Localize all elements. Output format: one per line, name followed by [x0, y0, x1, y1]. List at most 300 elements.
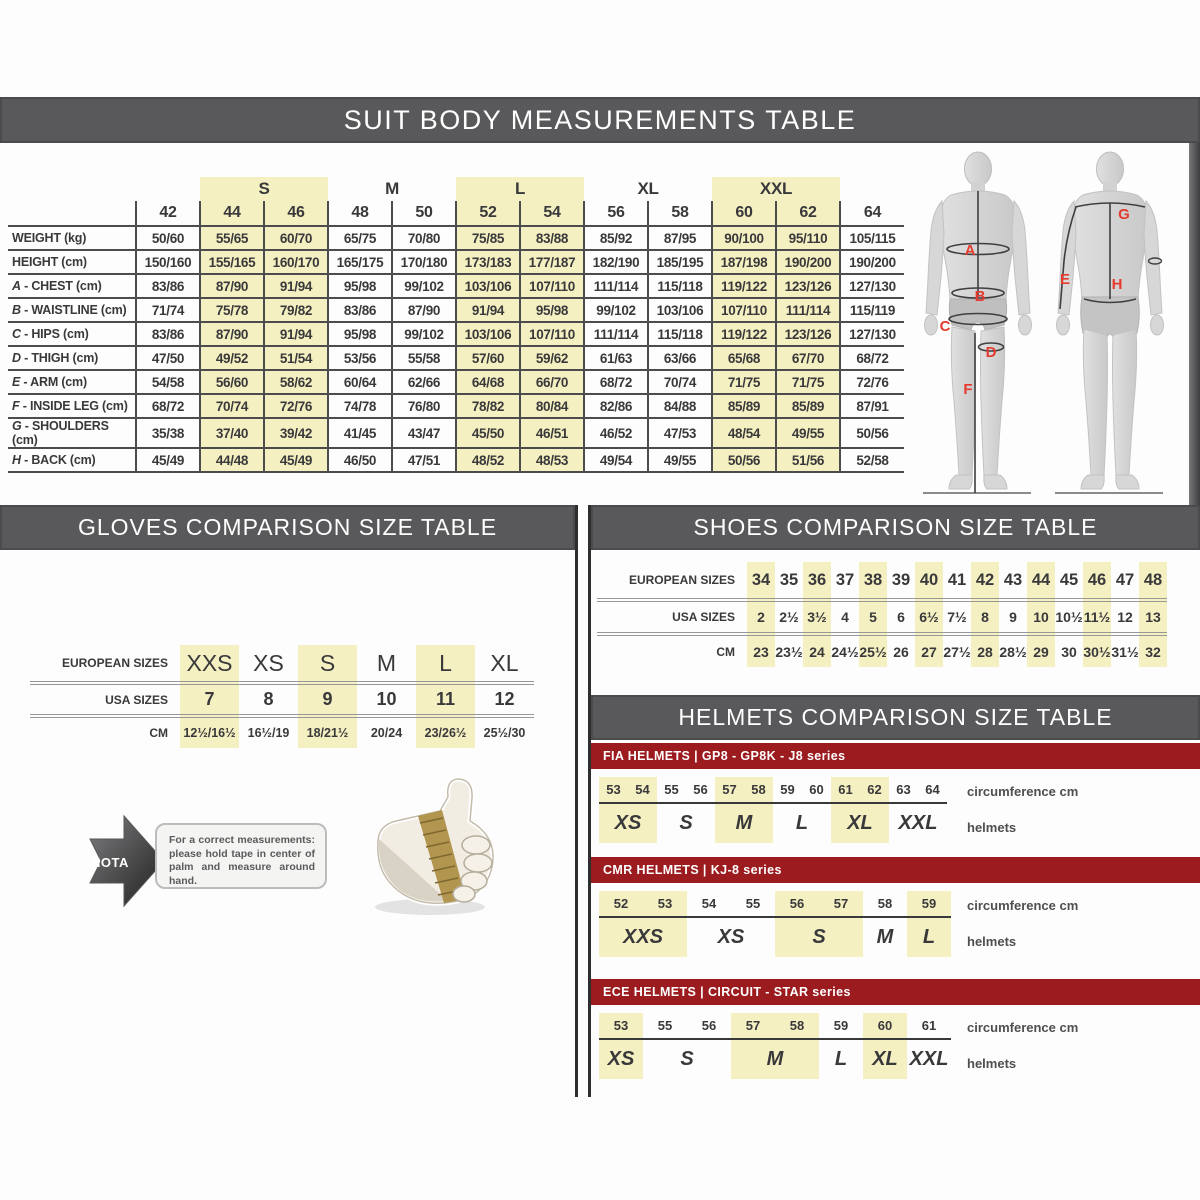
suit-value-cell: 115/118	[648, 322, 712, 346]
helmet-size-cell: M	[715, 803, 773, 843]
suit-value-cell: 59/62	[520, 346, 584, 370]
suit-value-cell: 103/106	[456, 274, 520, 298]
circumference-label: circumference cm	[967, 898, 1079, 913]
suit-group-row	[8, 177, 904, 201]
shoes-size-table	[597, 562, 1167, 667]
nota-text: For a correct measurements: please hold tape in center of palm and measure around hand.	[169, 834, 315, 887]
helmets-label: helmets	[967, 1056, 1017, 1071]
shoes-value-cell: 7½	[943, 600, 971, 634]
circumference-cell: 59	[907, 891, 951, 917]
suit-row-label: D - THIGH (cm)	[8, 346, 136, 370]
helmet-series-bar-cmr	[591, 857, 1200, 883]
helmet-side-labels	[967, 1013, 1187, 1083]
circumference-cell: 52	[599, 891, 643, 917]
circumference-cell: 57	[819, 891, 863, 917]
suit-value-cell: 111/114	[584, 322, 648, 346]
marker-letter-d: D	[985, 344, 997, 361]
suit-value-cell: 46/51	[520, 418, 584, 448]
gloves-row	[30, 683, 534, 716]
circumference-cell: 64	[918, 777, 947, 803]
helmet-size-cell: XS	[599, 1039, 643, 1079]
suit-value-cell: 57/60	[456, 346, 520, 370]
helmets-label: helmets	[967, 820, 1017, 835]
suit-value-cell: 70/80	[392, 226, 456, 250]
suit-size-header: 48	[328, 201, 392, 226]
helmet-sizes-row	[599, 803, 947, 843]
helmet-series-label: FIA HELMETS | GP8 - GP8K - J8 series	[603, 749, 846, 763]
back-figure	[1055, 152, 1164, 493]
suit-value-cell: 39/42	[264, 418, 328, 448]
shoes-value-cell: 13	[1139, 600, 1167, 634]
circumference-cell: 56	[775, 891, 819, 917]
measure-letter: E	[12, 375, 21, 389]
shoes-value-cell: 2½	[775, 600, 803, 634]
suit-value-cell: 48/52	[456, 448, 520, 472]
gloves-value-cell: XL	[475, 645, 534, 683]
suit-value-cell: 71/74	[136, 298, 200, 322]
suit-value-cell: 83/88	[520, 226, 584, 250]
shoes-value-cell: 28½	[999, 643, 1027, 660]
size-group-header: M	[385, 179, 399, 198]
gloves-value-cell: 20/24	[370, 726, 403, 740]
suit-value-cell: 50/60	[136, 226, 200, 250]
helmet-size-cell: XS	[717, 926, 745, 948]
circumference-cell: 60	[802, 777, 831, 803]
shoes-row-label: USA SIZES	[597, 600, 747, 634]
suit-row-label: G - SHOULDERS (cm)	[8, 418, 136, 448]
helmets-title: HELMETS COMPARISON SIZE TABLE	[678, 704, 1113, 730]
shoes-value-cell: 11½	[1083, 600, 1111, 634]
helmet-size-cell: S	[679, 812, 693, 834]
body-measurement-figures	[903, 145, 1188, 503]
shoes-title-bar	[591, 505, 1200, 550]
gloves-value-cell: 10	[357, 683, 416, 716]
helmet-size-cell: M	[731, 1039, 819, 1079]
helmet-size-cell: XS	[599, 803, 657, 843]
gloves-value-cell: 25½/30	[483, 726, 526, 740]
suit-value-cell: 44/48	[200, 448, 264, 472]
shoes-value-cell: 28	[971, 634, 999, 667]
suit-value-cell: 103/106	[456, 322, 520, 346]
shoes-row	[597, 562, 1167, 600]
shoes-value-cell: 26	[893, 643, 909, 660]
nota-text-box	[155, 823, 327, 889]
gloves-size-table	[30, 645, 534, 748]
suit-value-cell: 107/110	[520, 274, 584, 298]
size-group-spacer	[136, 177, 200, 201]
circumference-cell: 61	[831, 777, 860, 803]
suit-value-cell: 99/102	[392, 274, 456, 298]
suit-value-cell: 66/70	[520, 370, 584, 394]
shoes-value-cell: 3½	[803, 600, 831, 634]
suit-measurement-row	[8, 448, 904, 472]
gloves-row	[30, 716, 534, 748]
gloves-value-cell: L	[416, 645, 475, 683]
suit-value-cell: 45/49	[264, 448, 328, 472]
shoes-value-cell: 9	[999, 600, 1027, 634]
suit-value-cell: 53/56	[328, 346, 392, 370]
suit-value-cell: 65/75	[328, 226, 392, 250]
suit-size-header: 42	[136, 201, 200, 226]
helmet-size-cell: S	[775, 917, 863, 957]
suit-row-label: A - CHEST (cm)	[8, 274, 136, 298]
circumference-cell: 63	[889, 777, 918, 803]
suit-row-label: WEIGHT (kg)	[8, 226, 136, 250]
suit-row-label: HEIGHT (cm)	[8, 250, 136, 274]
circumference-cell: 54	[628, 777, 657, 803]
suit-value-cell: 61/63	[584, 346, 648, 370]
suit-size-header: 54	[520, 201, 584, 226]
suit-value-cell: 54/58	[136, 370, 200, 394]
suit-value-cell: 68/72	[584, 370, 648, 394]
marker-letter-c: C	[939, 318, 951, 335]
suit-value-cell: 123/126	[776, 322, 840, 346]
suit-value-cell: 123/126	[776, 274, 840, 298]
suit-value-cell: 62/66	[392, 370, 456, 394]
suit-value-cell: 173/183	[456, 250, 520, 274]
size-group-spacer	[840, 177, 904, 201]
suit-value-cell: 51/54	[264, 346, 328, 370]
suit-value-cell: 85/89	[776, 394, 840, 418]
shoes-value-cell: 44	[1027, 562, 1055, 600]
front-figure	[923, 152, 1032, 493]
gloves-value-cell: 8	[239, 683, 298, 716]
gloves-panel	[0, 505, 578, 1097]
suit-value-cell: 47/50	[136, 346, 200, 370]
shoes-value-cell: 2	[747, 600, 775, 634]
circumference-cell: 61	[907, 1013, 951, 1039]
helmet-table-2	[599, 1013, 1200, 1083]
suit-value-cell: 177/187	[520, 250, 584, 274]
suit-value-cell: 190/200	[776, 250, 840, 274]
suit-value-cell: 35/38	[136, 418, 200, 448]
suit-value-cell: 87/90	[200, 322, 264, 346]
gloves-value-cell: XS	[239, 645, 298, 683]
suit-row-label: H - BACK (cm)	[8, 448, 136, 472]
shoes-value-cell: 10½	[1055, 600, 1083, 634]
marker-letter-e: E	[1059, 271, 1071, 288]
suit-value-cell: 76/80	[392, 394, 456, 418]
suit-value-cell: 48/53	[520, 448, 584, 472]
shoes-value-cell: 6½	[915, 600, 943, 634]
suit-value-cell: 187/198	[712, 250, 776, 274]
suit-value-cell: 95/98	[520, 298, 584, 322]
suit-measurement-row	[8, 322, 904, 346]
suit-value-cell: 47/51	[392, 448, 456, 472]
suit-value-cell: 45/50	[456, 418, 520, 448]
size-group-header: XL	[637, 179, 659, 198]
suit-measurement-row	[8, 298, 904, 322]
suit-value-cell: 103/106	[648, 298, 712, 322]
helmet-circumference-row	[599, 777, 947, 803]
suit-value-cell: 111/114	[776, 298, 840, 322]
circumference-label: circumference cm	[967, 1020, 1079, 1035]
helmet-size-cell: XXL	[909, 1048, 949, 1070]
suit-value-cell: 107/110	[520, 322, 584, 346]
gloves-value-cell: 11	[416, 683, 475, 716]
helmet-size-cell: L	[795, 812, 809, 834]
suit-measurement-row	[8, 274, 904, 298]
thumb-measure-icon	[352, 775, 497, 920]
helmets-label: helmets	[967, 934, 1017, 949]
circumference-cell: 59	[773, 777, 802, 803]
marker-letter-h: H	[1111, 276, 1123, 293]
suit-value-cell: 165/175	[328, 250, 392, 274]
suit-size-header: 52	[456, 201, 520, 226]
suit-value-cell: 111/114	[584, 274, 648, 298]
gloves-value-cell: M	[357, 645, 416, 683]
marker-letter-f: F	[963, 381, 973, 398]
gloves-value-cell: 7	[180, 683, 239, 716]
suit-value-cell: 127/130	[840, 322, 904, 346]
circumference-cell: 53	[643, 891, 687, 917]
suit-value-cell: 68/72	[840, 346, 904, 370]
helmet-series-label: CMR HELMETS | KJ-8 series	[603, 863, 782, 877]
circumference-label: circumference cm	[967, 784, 1079, 799]
circumference-cell: 59	[819, 1013, 863, 1039]
suit-value-cell: 50/56	[712, 448, 776, 472]
circumference-cell: 55	[731, 891, 775, 917]
shoes-value-cell: 27	[915, 634, 943, 667]
shoes-value-cell: 27½	[943, 643, 971, 660]
shoes-row-label: CM	[716, 644, 735, 659]
shoes-value-cell: 10	[1027, 600, 1055, 634]
suit-value-cell: 72/76	[264, 394, 328, 418]
gloves-row-label: USA SIZES	[30, 683, 180, 716]
suit-value-cell: 87/95	[648, 226, 712, 250]
suit-value-cell: 60/64	[328, 370, 392, 394]
size-group-header: XXL	[712, 177, 840, 201]
suit-value-cell: 75/78	[200, 298, 264, 322]
shoes-value-cell: 32	[1139, 634, 1167, 667]
suit-value-cell: 80/84	[520, 394, 584, 418]
gloves-value-cell: 23/26½	[416, 716, 475, 748]
shoes-title: SHOES COMPARISON SIZE TABLE	[693, 514, 1098, 540]
size-group-header: L	[456, 177, 584, 201]
suit-value-cell: 91/94	[456, 298, 520, 322]
suit-value-cell: 105/115	[840, 226, 904, 250]
helmet-circumference-row	[599, 891, 951, 917]
suit-value-cell: 72/76	[840, 370, 904, 394]
shoes-value-cell: 37	[831, 562, 859, 600]
circumference-cell: 57	[731, 1013, 775, 1039]
shoes-value-cell: 30½	[1083, 634, 1111, 667]
suit-value-cell: 82/86	[584, 394, 648, 418]
helmet-section-fia	[591, 743, 1200, 847]
helmet-section-cmr	[591, 857, 1200, 961]
gloves-title: GLOVES COMPARISON SIZE TABLE	[77, 514, 498, 540]
marker-letter-b: B	[974, 288, 986, 305]
gloves-value-cell: 18/21½	[298, 716, 357, 748]
suit-value-cell: 70/74	[200, 394, 264, 418]
suit-value-cell: 95/98	[328, 274, 392, 298]
measure-letter: A	[12, 279, 21, 293]
measure-letter: H	[12, 453, 21, 467]
suit-measurement-row	[8, 394, 904, 418]
gloves-value-cell: 9	[298, 683, 357, 716]
shoes-value-cell: 36	[803, 562, 831, 600]
suit-value-cell: 71/75	[712, 370, 776, 394]
suit-measurements-section	[0, 143, 1200, 505]
circumference-cell: 54	[687, 891, 731, 917]
suit-value-cell: 49/55	[648, 448, 712, 472]
suit-sizes-row	[8, 201, 904, 226]
gloves-row-label: EUROPEAN SIZES	[30, 645, 180, 683]
suit-value-cell: 127/130	[840, 274, 904, 298]
suit-value-cell: 87/91	[840, 394, 904, 418]
shoes-value-cell: 29	[1027, 634, 1055, 667]
shoes-value-cell: 40	[915, 562, 943, 600]
shoes-row	[597, 634, 1167, 667]
measure-letter: F	[12, 399, 20, 413]
suit-value-cell: 52/58	[840, 448, 904, 472]
suit-value-cell: 107/110	[712, 298, 776, 322]
suit-value-cell: 64/68	[456, 370, 520, 394]
measure-letter: B	[12, 303, 21, 317]
helmet-sizes-row	[599, 1039, 951, 1079]
helmet-table-1	[599, 891, 1200, 961]
shoes-value-cell: 4	[831, 600, 859, 634]
helmet-size-cell: XXS	[599, 917, 687, 957]
shoes-value-cell: 23	[747, 634, 775, 667]
shoes-value-cell: 41	[943, 562, 971, 600]
circumference-cell: 62	[860, 777, 889, 803]
shoes-value-cell: 24½	[831, 643, 859, 660]
suit-value-cell: 55/58	[392, 346, 456, 370]
shoes-value-cell: 30	[1061, 643, 1077, 660]
circumference-cell: 58	[744, 777, 773, 803]
helmet-series-bar-fia	[591, 743, 1200, 769]
helmet-size-cell: XL	[863, 1039, 907, 1079]
suit-value-cell: 84/88	[648, 394, 712, 418]
suit-value-cell: 83/86	[136, 322, 200, 346]
circumference-cell: 58	[863, 891, 907, 917]
suit-value-cell: 58/62	[264, 370, 328, 394]
suit-value-cell: 48/54	[712, 418, 776, 448]
suit-value-cell: 99/102	[392, 322, 456, 346]
suit-value-cell: 49/54	[584, 448, 648, 472]
suit-size-table	[8, 177, 904, 473]
helmet-series-label: ECE HELMETS | CIRCUIT - STAR series	[603, 985, 851, 999]
suit-value-cell: 91/94	[264, 322, 328, 346]
helmet-size-cell: XL	[831, 803, 889, 843]
suit-value-cell: 51/56	[776, 448, 840, 472]
circumference-cell: 53	[599, 1013, 643, 1039]
suit-value-cell: 60/70	[264, 226, 328, 250]
suit-value-cell: 71/75	[776, 370, 840, 394]
shoes-value-cell: 45	[1055, 562, 1083, 600]
suit-value-cell: 160/170	[264, 250, 328, 274]
gloves-row	[30, 645, 534, 683]
gloves-value-cell: S	[298, 645, 357, 683]
helmet-size-cell: L	[907, 917, 951, 957]
suit-value-cell: 46/52	[584, 418, 648, 448]
helmet-circumference-row	[599, 1013, 951, 1039]
suit-value-cell: 43/47	[392, 418, 456, 448]
suit-size-header: 50	[392, 201, 456, 226]
suit-value-cell: 90/100	[712, 226, 776, 250]
shoes-value-cell: 23½	[775, 643, 803, 660]
helmets-title-bar	[591, 695, 1200, 740]
suit-size-header: 62	[776, 201, 840, 226]
suit-size-header: 60	[712, 201, 776, 226]
suit-value-cell: 99/102	[584, 298, 648, 322]
helmet-table-0	[599, 777, 1200, 847]
helmet-side-labels	[967, 891, 1187, 961]
suit-size-header: 56	[584, 201, 648, 226]
suit-value-cell: 65/68	[712, 346, 776, 370]
suit-value-cell: 115/118	[648, 274, 712, 298]
marker-letter-a: A	[964, 242, 976, 259]
suit-value-cell: 56/60	[200, 370, 264, 394]
gloves-value-cell: 12½/16½	[180, 716, 239, 748]
suit-row-label: C - HIPS (cm)	[8, 322, 136, 346]
suit-value-cell: 49/55	[776, 418, 840, 448]
shoes-value-cell: 24	[803, 634, 831, 667]
helmet-size-cell: S	[680, 1048, 694, 1070]
helmet-size-cell: L	[834, 1048, 848, 1070]
suit-table-title: SUIT BODY MEASUREMENTS TABLE	[343, 104, 857, 135]
marker-letter-g: G	[1118, 206, 1130, 223]
suit-value-cell: 49/52	[200, 346, 264, 370]
suit-value-cell: 119/122	[712, 322, 776, 346]
suit-value-cell: 85/89	[712, 394, 776, 418]
circumference-cell: 58	[775, 1013, 819, 1039]
suit-value-cell: 63/66	[648, 346, 712, 370]
shoes-value-cell: 38	[859, 562, 887, 600]
suit-value-cell: 87/90	[200, 274, 264, 298]
suit-measurement-row	[8, 250, 904, 274]
helmet-sizes-row	[599, 917, 951, 957]
suit-value-cell: 45/49	[136, 448, 200, 472]
gloves-value-cell: 12	[475, 683, 534, 716]
suit-table-title-bar	[0, 97, 1200, 143]
suit-value-cell: 67/70	[776, 346, 840, 370]
suit-value-cell: 41/45	[328, 418, 392, 448]
suit-value-cell: 78/82	[456, 394, 520, 418]
shoes-value-cell: 42	[971, 562, 999, 600]
suit-value-cell: 91/94	[264, 274, 328, 298]
shoes-value-cell: 34	[747, 562, 775, 600]
shoes-value-cell: 46	[1083, 562, 1111, 600]
measure-letter: D	[12, 351, 21, 365]
suit-value-cell: 46/50	[328, 448, 392, 472]
circumference-cell: 53	[599, 777, 628, 803]
measure-letter: G	[12, 419, 22, 433]
suit-measurement-row	[8, 418, 904, 448]
circumference-cell: 56	[687, 1013, 731, 1039]
suit-value-cell: 47/53	[648, 418, 712, 448]
shoes-row	[597, 600, 1167, 634]
gloves-value-cell: XXS	[180, 645, 239, 683]
suit-corner-cell	[8, 201, 136, 226]
suit-size-header: 44	[200, 201, 264, 226]
gloves-title-bar	[0, 505, 575, 550]
suit-value-cell: 74/78	[328, 394, 392, 418]
circumference-cell: 60	[863, 1013, 907, 1039]
shoes-value-cell: 8	[971, 600, 999, 634]
measure-letter: C	[12, 327, 21, 341]
circumference-cell: 55	[643, 1013, 687, 1039]
suit-value-cell: 68/72	[136, 394, 200, 418]
shoes-value-cell: 35	[775, 562, 803, 600]
suit-value-cell: 79/82	[264, 298, 328, 322]
suit-value-cell: 190/200	[840, 250, 904, 274]
suit-value-cell: 75/85	[456, 226, 520, 250]
suit-value-cell: 83/86	[328, 298, 392, 322]
suit-value-cell: 95/110	[776, 226, 840, 250]
suit-row-label: B - WAISTLINE (cm)	[8, 298, 136, 322]
